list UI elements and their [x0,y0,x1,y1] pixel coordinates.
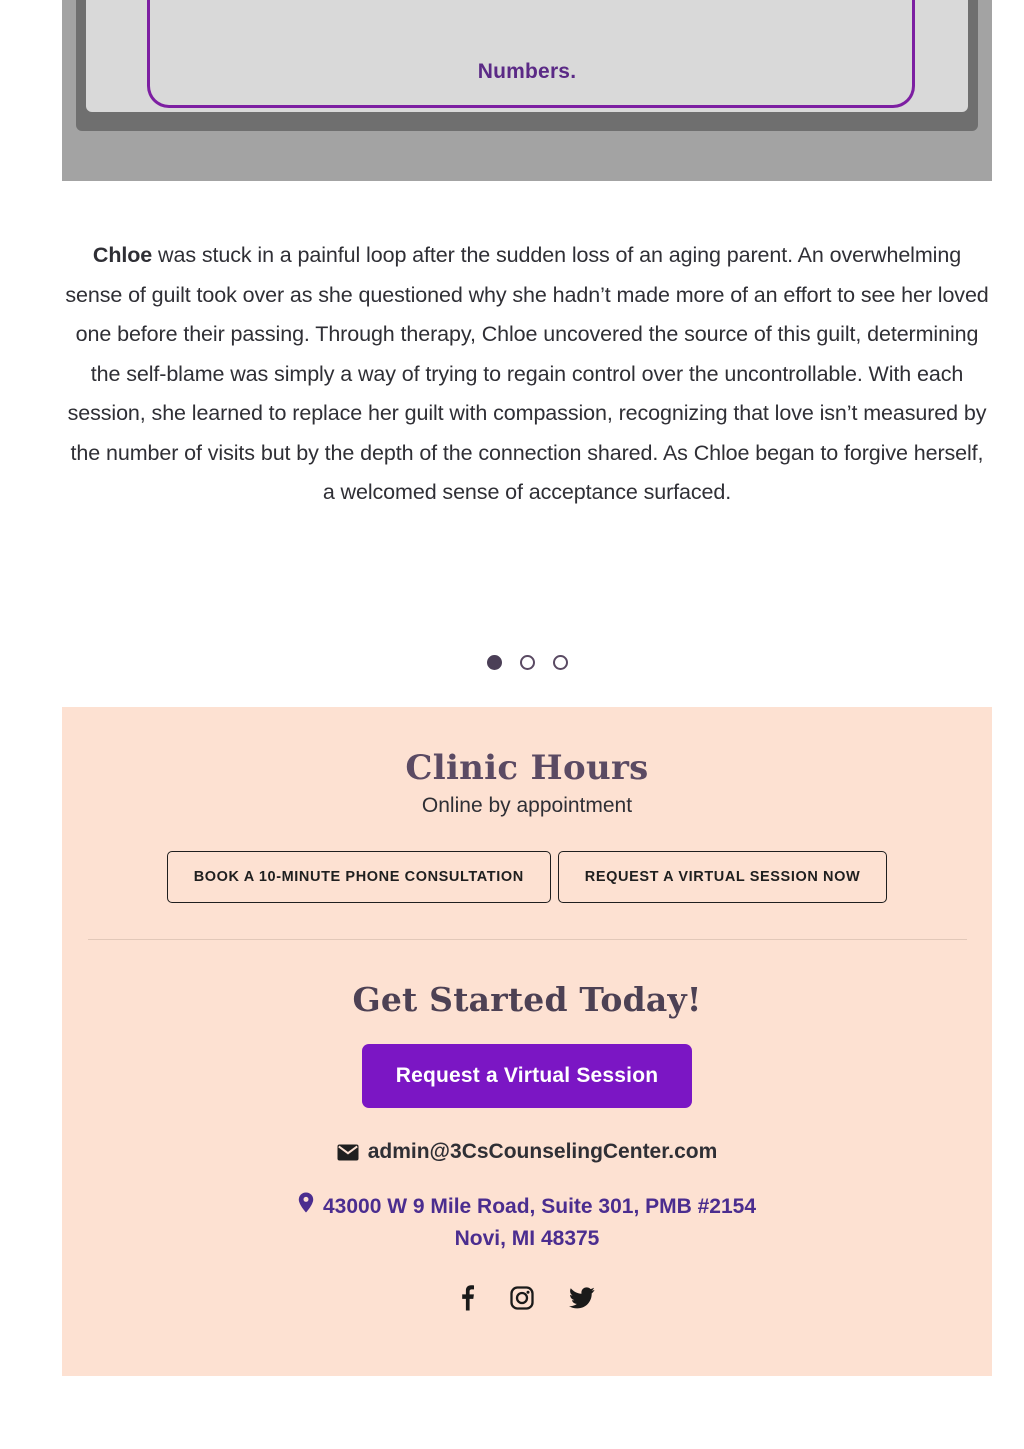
testimonial-lead-name: Chloe [92,243,153,267]
request-virtual-session-button[interactable]: REQUEST A VIRTUAL SESSION NOW [558,851,887,903]
map-pin-icon [298,1191,314,1223]
clinic-hours-subtitle: Online by appointment [421,794,633,817]
footer-section [62,707,992,1376]
address-line-2: Novi, MI 48375 [454,1227,600,1250]
carousel-dots[interactable] [62,655,992,670]
twitter-icon[interactable] [569,1287,595,1309]
address-line-1-wrapper [62,1191,992,1223]
hero-banner [62,0,992,181]
address-line-1: 43000 W 9 Mile Road, Suite 301, PMB #2154 [322,1195,757,1218]
banner-heading: Numbers. [477,60,577,83]
instagram-icon[interactable] [510,1286,534,1310]
carousel-dot-1[interactable] [487,655,502,670]
clinic-hours-buttons [62,851,992,903]
cta-wrapper [62,1044,992,1108]
request-virtual-session-cta[interactable]: Request a Virtual Session [362,1044,693,1108]
carousel-dot-3[interactable] [553,655,568,670]
testimonial-text [62,236,992,513]
clinic-address [62,1191,992,1255]
get-started-title: Get Started Today! [352,980,702,1019]
social-links [62,1285,992,1311]
email-contact[interactable] [62,1140,992,1164]
carousel-dot-2[interactable] [520,655,535,670]
email-address: admin@3CsCounselingCenter.com [367,1140,718,1163]
clinic-hours-title: Clinic Hours [405,748,649,788]
testimonial-body: was stuck in a painful loop after the sudden loss of an aging parent. An overwhelming sense of guilt took over as she questioned why she hadn’t made more of an effort to see her loved one before their passing. Through therapy, Chloe uncovered the source of this guilt, determining the self-blame was simply a way of trying to regain control over the uncontrollable. With each session, she learned to replace her guilt with compassion, recognizing that love isn’t measured by the number of visits but by the depth of the connection shared. As Chloe began to forgive herself, a welcomed sense of acceptance surfaced. [65,243,989,504]
banner-accent-ring [147,0,915,108]
book-consultation-button[interactable]: BOOK A 10-MINUTE PHONE CONSULTATION [167,851,551,903]
envelope-icon [337,1144,359,1161]
facebook-icon[interactable] [460,1285,475,1311]
